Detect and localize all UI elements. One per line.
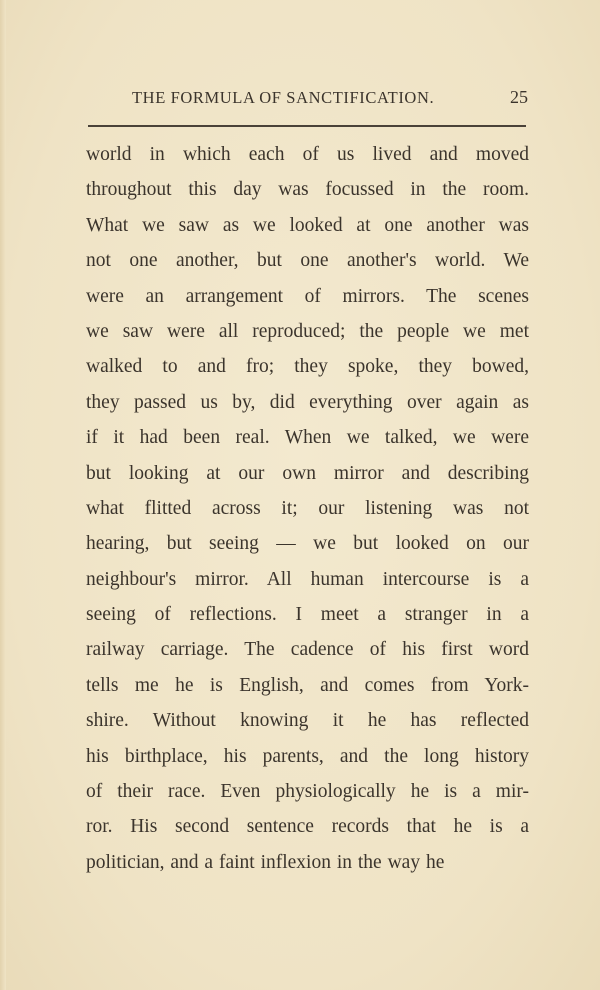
text-line: if it had been real. When we talked, we were [86, 427, 529, 449]
text-line: we saw were all reproduced; the people we met [86, 320, 529, 342]
text-line: what flitted across it; our listening was not [86, 497, 529, 519]
text-line: What we saw as we looked at one another was [86, 214, 529, 236]
text-line: not one another, but one another's world. We [86, 250, 529, 272]
body-text [86, 141, 529, 884]
running-header [86, 88, 530, 112]
text-line: throughout this day was focussed in the room. [86, 179, 529, 201]
text-line: hearing, but seeing — we but looked on our [86, 533, 529, 555]
text-line: seeing of reflections. I meet a stranger in a [86, 604, 529, 626]
text-line: ror. His second sentence records that he is a [86, 816, 529, 838]
text-line: his birthplace, his parents, and the long history [86, 745, 529, 767]
text-line: were an arrangement of mirrors. The scenes [86, 285, 529, 307]
text-line: world in which each of us lived and moved [86, 144, 529, 165]
header-rule [88, 125, 526, 127]
page-edge-shadow [0, 0, 6, 990]
text-line: shire. Without knowing it he has reflected [86, 710, 529, 732]
running-title: THE FORMULA OF SANCTIFICATION. [132, 88, 435, 107]
text-line: neighbour's mirror. All human intercourse is a [86, 568, 529, 590]
text-line: politician, and a faint inflexion in the way he [86, 851, 445, 873]
text-line: but looking at our own mirror and describing [86, 462, 529, 484]
page-number: 25 [510, 87, 528, 107]
text-line: tells me he is English, and comes from York- [86, 674, 529, 696]
text-line: railway carriage. The cadence of his first word [86, 639, 529, 661]
text-line: they passed us by, did everything over again as [86, 391, 529, 413]
text-line: of their race. Even physiologically he is a mir- [86, 781, 529, 803]
text-line: walked to and fro; they spoke, they bowed, [86, 356, 529, 378]
